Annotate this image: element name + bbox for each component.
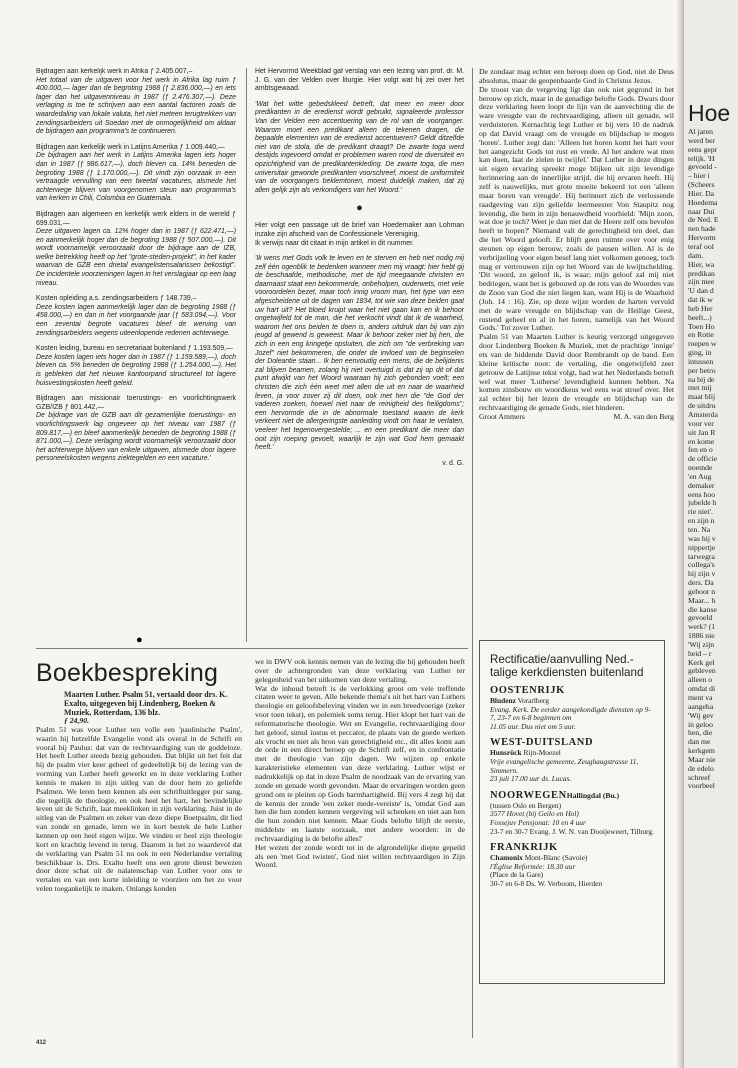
next-page-line: Hoedema <box>688 197 718 207</box>
next-page-line: zijn mee <box>688 277 715 287</box>
next-page-line: per betro <box>688 365 716 375</box>
service-place: Bludenz <box>490 696 516 705</box>
next-page-line: dan me <box>688 737 711 747</box>
next-page-line: werk? (1 <box>688 622 716 632</box>
next-page-text <box>688 128 738 791</box>
rectification-title: Rectificatie/aanvulling Ned.-talige kerkdiensten buitenland <box>490 653 644 679</box>
rectification-box <box>479 640 665 984</box>
next-page-line: aangeha <box>688 701 714 711</box>
next-page-line: tarwegra <box>688 551 715 561</box>
next-page-line: maat blij <box>688 392 716 402</box>
author-signature <box>479 413 674 422</box>
column-divider <box>246 68 247 642</box>
finance-section <box>36 68 236 137</box>
next-page-line: naar Dui <box>688 206 715 216</box>
next-page-line: roepen w <box>688 339 717 349</box>
country-name: OOSTENRIJK <box>490 685 565 696</box>
paragraph: Psalm 51 van Maarten Luther is keurig verzorgd uitgegeven door Lindenberg Boeken & Muziek, met de prachtige 'innige' ets van de biddende David door Rembrandt op de band. Een kleine kritische noot: de vertaling, die ongetwijfeld zeer getrouw de Latijnse tekst volgt, had wat het Nederlands betreft wel wat meer 'Lutherse' levendigheid kunnen hebben. Na komen zinsbouw en woordkeus wel eens wat stroef over. Het zal echter bij het lezen de vreugde en blijdschap van de rechtvaardiging de genade Gods, niet hinderen. <box>479 332 674 413</box>
next-page-line: die kanse <box>688 604 717 614</box>
next-page-line: rie niet'. <box>688 507 713 517</box>
next-page-line: ders. Da <box>688 578 714 588</box>
book-review-continued <box>255 658 465 1048</box>
finance-section <box>36 211 236 288</box>
service-region: Vorarlberg <box>517 696 549 705</box>
next-page-line: Hervorm <box>688 233 716 243</box>
finance-section <box>36 395 236 464</box>
service-entry <box>490 802 656 836</box>
next-page-line: demaker <box>688 480 715 490</box>
next-page-line: en Rotte <box>688 330 714 340</box>
next-page-line: de officie <box>688 454 718 464</box>
book-review <box>36 660 242 1030</box>
next-page-line: de edelo <box>688 763 714 773</box>
next-page-title: Hoe <box>688 100 731 126</box>
service-region: Rijn-Moezel <box>523 748 561 758</box>
country-name: FRANKRIJK <box>490 842 558 854</box>
next-page-line: werd ber <box>688 135 716 145</box>
finance-section-body: De bijdrage van de GZB aan dit gezamenlijke toerustings- en voorlichtingswerk lag ongeveer op het niveau van 1987 (ƒ 809.817,—) en bleef aanmerkelijk beneden de begroting 1988 (ƒ 871.000,—). Deze verlaging wordt voornamelijk veroorzaakt door het achterwege blijven van enkele uitgaven, alsmede door lagere personeelskosten wegens ziektegelden en een vacature.' <box>36 412 236 463</box>
next-page-line: voor ver <box>688 418 714 428</box>
signature: v. d. G. <box>442 459 464 467</box>
intro-text: Het Hervormd Weekblad gaf verslag van een lezing van prof. dr. M. J. G. van der Velden over liturgie. Hier volgt wat hij zei over het ambtsgewaad. <box>255 68 464 93</box>
next-page-line: teraf ool <box>688 241 714 251</box>
service-place: Hunsrück <box>490 748 522 758</box>
next-page-line: 1886 nie <box>688 631 715 641</box>
next-page-line: na bij de <box>688 374 715 384</box>
next-page-line: uit Jan R <box>688 427 716 437</box>
next-page-line: schreef <box>688 772 711 782</box>
book-info: Maarten Luther. Psalm 51, vertaald door drs. K. Exalto, uitgegeven bij Lindenberg, Boeken & Muziek, Rotterdam, 136 blz. <box>64 690 228 717</box>
next-page-line: de Ned. E <box>688 215 719 225</box>
next-page-line: met mij <box>688 383 712 393</box>
next-page-line: eens gepr <box>688 144 718 154</box>
next-page-line: intussen <box>688 356 714 366</box>
next-page-line: gevoeld <box>688 613 713 623</box>
paragraph: De zondaar mag echter een beroep doen op God, niet de Deus absolutus, maar de geopenbaarde God in Christus Jezus. <box>479 68 674 85</box>
next-page-line: gebleven <box>688 666 716 676</box>
finance-section-heading: Bijdragen aan algemeen en kerkelijk werk elders in de wereld ƒ 699.031,— <box>36 210 236 227</box>
next-page-line: was hij v <box>688 533 716 543</box>
country-name: NOORWEGEN <box>490 789 567 801</box>
service-detail: Fossejuv Pensjonat: 10 en 4 uur <box>490 817 586 827</box>
next-page-line: Hier, wa <box>688 259 715 269</box>
next-page-line: gevoeld - <box>688 162 717 172</box>
service-detail: 11.05 uur. Dus niet om 5 uur. <box>490 721 576 731</box>
next-page-line: telijk. 'H <box>688 153 715 163</box>
quote-hoedemaker: 'Ik wens met Gods volk te leven en te sterven en heb niet nodig mij zelf één ogenblik te bedenken wanneer men mij vraagt: hier hebt gij de beschaafde, methodische, met de tijd meegaande christen en daarnaast staat een bekommerde, onbeholpen, ouderwets, met vele vooroordelen bezet, maar toch innig vroom man, het type van een afgescheidene uit de dagen van 1834, tot wie van deze beiden gaat uw hart uit? Het bloed kruipt waar het niet gaan kan en ik behoor ongetwijfeld tot de man, die het verkocht vindt dat ik de waarheid, waarom het ons beiden te doen is, anders uitdruk dan bij van zijn jeugd af gewend is geweest. Maar ik behoor zeker niet bij hen, die zich in een eng kringetje opsluiten, die zich om "de verbreking van Jozef" niet bekommeren, die onder de invloed van de beginselen der Doleantie staan... Ik ben eenvoudig een mens, die de belijdenis zal blijven beamen, zolang hij niet overtuigd is dat zij op dit of dat punt afwijkt van het Woord waaraan hij zich gebonden voelt; een christen die zich één weet met allen die uit en naar de waarheid leven, ja voor zover zij dit doen, ook met hen die "de God der vaderen zoeken, hoewel niet naar de reinigheid des heiligdoms"; een hervormde die in de abnormale toestand waarin de kerk verkeert niet de allergeringste aanleiding vindt om haar te verlaten, veeleer het tegenovergestelde; ... en een predikant die meer dan ooit zijn roeping gevoelt, waarlijk te zijn wat God hem gemaakt heeft.' <box>255 255 464 452</box>
page-number: 412 <box>36 1040 47 1046</box>
finance-section-heading: Bijdragen aan kerkelijk werk in Afrika ƒ 2.405.007,– <box>36 68 193 75</box>
next-page-line: Maar nie <box>688 754 716 764</box>
book-review-body: Psalm 51 was voor Luther ten volle een 'paulinische Psalm', waarin hij hetzelfde Evangelie vond als overal in de Schrift en vooral bij Paulus: dat van de rechtvaardiging van de goddeloze. Het heeft Luther steeds bezig gehouden. Dat blijkt uit het feit dat hij de psalm vier keer geheel of gedeeltelijk bij de lezing van de vorming van Luther heeft gewerkt en in deze verklaring Luther kennis te maken in zijn uitleg van de door hem zo geliefde Psalmen. We leren hem kennen als een schriftuitlegger pur sang, die tegelijk de theologie, en ook heel het hart, het bevindelijke leven uit de Schrift, laat meeklinken in zijn verklaring. Juist in de uitleg van de Psalmen en zeker van deze diepe Boetpsalm, dit lied van zonde en genade, leren we in kort bestek de hele Luther kennen op een heel eigen wijze. We vinden er heel zijn theologie kort en krachtig levend in terug. Daarom is het zo waardevol dat de verklaring van Psalm 51 nu ook in een Nederlandse vertaling beschikbaar is. Drs. Exalto heeft ons een grote dienst bewezen door deze schat uit de nalatenschap van Luther voor ons te vertalen en van een korte inleiding te voorzien om het zo voor velen toegankelijk te maken. Onlangs konden <box>36 724 242 894</box>
next-page-line: jubelde h <box>688 498 717 508</box>
next-page-line: nen hade <box>688 224 716 234</box>
next-page-line: fen en o <box>688 445 713 455</box>
next-page-line: heb Her <box>688 303 713 313</box>
next-page-line: dam. <box>688 250 704 260</box>
paragraph: Het wezen der zonde wordt tot in de afgrondelijke diepte gepeild als een 'met God twisten', God niet willen rechtvaardigen in Zijn Woord. <box>255 842 465 870</box>
bullet-divider: ● <box>356 202 363 215</box>
section-divider <box>36 648 468 649</box>
finance-section-body: Deze uitgaven lagen ca. 12% hoger dan in 1987 (ƒ 622.471,—) en aanmerkelijk hoger dan de begroting 1988 (ƒ 507.000,—). Dit wordt voornamelijk veroorzaakt door de bijdrage aan de IZB, welke betrekking heeft op het "grote-steden-projekt", in het kader waarvan de GZB een drietal evangelistensalarissen bekostigt". De incidentele voorzieningen lagen in het verslagjaar op een laag niveau. <box>36 228 236 287</box>
quotes-column <box>255 68 464 642</box>
next-page-line: in geloo <box>688 719 713 729</box>
finance-section-body: Het totaal van de uitgaven voor het werk in Afrika lag ruim ƒ 400.000,— lager dan de begroting 1988 (ƒ 2.836.000,—) en iets lager dan het uitgavenniveau in 1987 (ƒ 2.476.307,—). Deze verlaging is toe te schrijven aan een aantal factoren zoals de waardedaling van lokale valuta, het niet meteen terugtrekken van zendingsarbeiders uit Soedan met de onmogelijkheid om aldaar de bijdragen aan programma's te continueren. <box>36 76 236 136</box>
country-region: Hallingdal (Bu.) <box>566 790 620 800</box>
next-page-line: ten. Na <box>688 524 711 534</box>
service-entry <box>490 854 656 888</box>
finance-section-body: Deze kosten lagen aanmerkelijk lager dan de begroting 1988 (ƒ 458.000,—) en dan in het voorgaande jaar (ƒ 583.094,—). Voor een zeventai begrote vacatures bleef de werving van zendingsarbeiders wegens uiteenlopende redenen achterwege. <box>36 303 236 337</box>
next-page-edge <box>684 0 738 1068</box>
signature-author: M. A. van den Berg <box>613 411 674 421</box>
luther-article-column <box>479 68 674 634</box>
service-detail: (Place de la Gare) <box>490 870 544 880</box>
next-page-line: collega's <box>688 560 715 570</box>
next-page-line: omdat di <box>688 684 716 694</box>
next-page-line: Toen Ho <box>688 321 715 331</box>
service-entry <box>490 749 656 783</box>
next-page-line: Amsterda <box>688 410 718 419</box>
signature-place: Groot Ammers <box>479 411 525 421</box>
service-detail: 3577 Hovet (bij Geilo en Hol) <box>490 809 579 819</box>
next-page-line: ment va <box>688 693 713 702</box>
service-region: (tussen Oslo en Bergen) <box>490 800 562 810</box>
finance-section-body: De bijdragen aan het werk in Latijns Amerika lagen iets hoger dan in 1987 (ƒ 986.617,—), doch bleven ca. 14% beneden de begroting 1988 (ƒ 1.170.000,—). Dit vindt zijn oorzaak in een vertraagde vervulling van een tweetal vacatures, alsmede het achterwege blijven van voorgenomen steun aan programma's van kerken in Chili, Colombia en Guatemala. <box>36 152 236 203</box>
finance-section-heading: Bijdragen aan missionair toerustings- en voorlichtingswerk GZB/IZB ƒ 801.442,— <box>36 395 236 411</box>
next-page-line: kerkgem <box>688 746 715 756</box>
next-page-line: 'Wij gev <box>688 710 714 720</box>
next-page-line: Kerk gel <box>688 657 715 667</box>
next-page-line: (Scheers <box>688 180 715 190</box>
service-detail: 23-7 en 30-7 Evang. J. W. N. van Dooijeweert, Tilburg. <box>490 826 654 836</box>
intro-text-2: Hier volgt een passage uit de brief van Hoedemaker aan Lohman inzake zijn afscheid van de Confessionele Vereniging. <box>255 222 464 238</box>
next-page-line: heeft...) <box>688 312 712 322</box>
paragraph: we in DWV ook kennis nemen van de lezing die hij gehouden heeft over de achtergronden van deze verklaring van Luther ter gelegenheid van het uitkomen van deze vertaling. <box>255 658 465 684</box>
next-page-line: gehoor n <box>688 586 716 596</box>
next-page-line: – hier i <box>688 171 710 181</box>
quote-gown: 'Wat het witte gebedskleed betreft, dat meer en meer door predikanten in de eredienst wordt gebruikt, signaleerde professor Van der Velden een accentuering van de rol van de voorganger. Waarom moet een predikant alleen de tekenen dragen, die bepaalde elementen van de eredienst accentueren? Geldt ditzelfde niet van de stola, die de predikant draagt? De zwarte toga werd destijds ingevoerd omdat er problemen waren rond de diversiteit en opzichtigheid van de predikantenkleding. De zwarte toga, die men universitair gewonde predikanten voorschreef, moest de uniformiteit van de voorgangers beklemtonen, moest duidelijk maken, dat zij allen gelijk zijn als verkondigers van het Woord.' <box>255 100 464 194</box>
next-page-line: de uitdru <box>688 401 716 411</box>
next-page-line: en kome <box>688 436 715 446</box>
next-page-line: voorbeel <box>688 781 715 791</box>
next-page-line: Hier. Da <box>688 188 715 198</box>
book-review-heading: Boekbespreking <box>36 660 219 687</box>
column-divider <box>472 68 473 1038</box>
service-detail: 23 juli 17.00 uur ds. Lucas. <box>490 774 572 784</box>
finance-section-heading: Bijdragen aan kerkelijk werk in Latijns Amerika ƒ 1.009.440,— <box>36 143 225 151</box>
service-region: Mont-Blanc (Savoie) <box>524 853 588 863</box>
finance-section-heading: Kosten leiding, bureau en secretariaat buitenland ƒ 1.193.509,— <box>36 345 233 353</box>
next-page-line: 'en Aug <box>688 471 712 481</box>
service-place: Chamonix <box>490 853 523 863</box>
bullet-divider: ● <box>136 634 143 646</box>
service-entry <box>490 697 656 731</box>
service-detail: l'Église Reformée: 18.30 uur <box>490 861 576 871</box>
next-page-line: 'U dan d <box>688 286 714 296</box>
next-page-line: alleen o <box>688 675 713 685</box>
next-page-line: nippertje <box>688 542 716 552</box>
next-page-line: Maar... h <box>688 595 716 605</box>
paragraph: De troost van de vergeving ligt dan ook niet gegrond in het berouw op zich, maar in de genadige belofte Gods. Dwars door deze verklaring heen loopt de lijn van de aanvechting die de ware vreugde van de rechtvaardiging, alleen uit genade, wil verduisteren. Kernachtig legt Luther er bij vers 10 de nadruk op dat David vraagt om de vreugde en blijdschap te mogen 'horen'. Luther zegt dan: 'Alleen het horen komt het hart voor het aangezicht Gods tot rust en vrede. Al het andere wat men kan doen, laat de zielen in twijfel.' Dat Luther in deze dingen uit eigen ervaring spreekt moge blijken uit zijn levendige herinnering aan de innerlijke strijd, die hij ervaren heeft. Hij zelf is nauwelijks, met grote moeite bekeerd tot een 'alleen maar horen van vreugde'. Hij herinnert zich de verlossende raadgeving van zijn geliefde leermeester Von Staupitz nog levendig, die hem in zijn benauwdheid voorhield: 'Mijn zoon, wat doe je toch? Weet je dan niet dat de Heere zelf ons bevolen heeft te hopen?' Niemand valt de gerechtigheid ten deel, dan die het Woord gelooft. Er blijft geen ruimte over voor enig steunen op eigen berouw, zoals de pausen willen. Al is de verbrijzeling voor eigen besef lang niet volkomen genoeg, toch mag er vertrouwen zijn op het Woord van de kwijtschelding. 'Dit woord, zo geloof ik, is waar; mijn geloof zal mij niet bedriegen, want het is gebouwd op de rots van de Woorden van de Zoon van God die niet liegen kan, want Hij is de Waarheid (Joh. 14 : 16). Zie, op deze wijze worden de harten vervuld met de ware vreugde en blijdschap van de Heilige Geest, rustend geheel en al in het horen, namelijk van het Woord Gods.' Tot zover Luther. <box>479 84 674 333</box>
service-detail: 30-7 en 6-8 Ds. W. Verboom, Hierden <box>490 878 603 888</box>
next-page-line: 'Wij zijn <box>688 639 715 649</box>
next-page-line: hij zijn v <box>688 569 716 579</box>
next-page-line: dat ik w <box>688 295 713 305</box>
intro-text-3: Ik verwijs naar dit citaat in mijn artikel in dit nummer. <box>255 239 414 247</box>
next-page-line: en zijn n <box>688 516 715 526</box>
next-page-line: eens hoo <box>688 489 716 499</box>
service-detail: Vrije evangelische gemeente, Zeughaugstrasse 11, Simmern. <box>490 756 639 775</box>
next-page-line: ging, in <box>688 348 712 358</box>
finance-report-column <box>36 68 236 642</box>
paragraph: Wat de inhoud betreft is de verlokking groot om vele treffende citaten weer te geven. Alle bekende thema's uit het hart van Luthers theologie en geloofsbeleving vinden we in een breedvoerige (zeker voor toen tekst), en polemiek soms terug. Hier klopt het hart van de reformatorische theologie. Wet en Evangelie, rechtvaardiging door het geloof, simul iustus et peccator, de plaats van de goede werken als vrucht en niet als bron van gerechtigheid etc., dit alles komt aan de orde in een direct beroep op de Schrift zelf, en in confrontatie met de theologie van zijn dagen. We wijzen op enkele karakteristieke elementen van deze verklaring. Luther wijst er nadrukkelijk op dat in deze Psalm de noodzaak van de ervaring van zonde en genade wordt gevonden. Maar de ervaringen worden geen grond om te pleiten op Gods barmhartigheid. Bij vers 4 zegt hij dat de kennis der zonde 'een zeker mede-vereiste' is, 'omdat God aan hen die hun zonden kennen vergeving wil schenken en niet aan hen die hun zonden niet kennen. Maar Gods belofte blijft de eerste, middelste en laatste oorzaak, met andere woorden: in de rechtvaardiging is de belofte alles!' <box>255 683 465 843</box>
finance-section-heading: Kosten opleiding a.s. zendingsarbeiders ƒ 148.739,– <box>36 295 197 303</box>
next-page-line: Al jaren <box>688 128 713 136</box>
next-page-line: hen, die <box>688 728 713 738</box>
book-price: ƒ 24,90. <box>64 716 89 725</box>
finance-section-body: Deze kosten lagen iets hoger dan in 1987 (ƒ 1.159.589,—), doch bleven ca. 5% beneden de begroting 1988 (ƒ 1.254.000,—). Het is gebleken dat het nieuwe kantoorpand structureel tot lagere huisvestingskosten heeft geleid. <box>36 353 236 387</box>
finance-section <box>36 295 236 338</box>
country-name: WEST-DUITSLAND <box>490 737 594 749</box>
next-page-line: noemde <box>688 463 713 473</box>
next-page-line: heid – r <box>688 648 712 658</box>
finance-section <box>36 144 236 204</box>
service-detail: Evang. Kerk. De eerder aangekondigde diensten op 9-7, 23-7 en 6-8 beginnen om <box>490 704 651 723</box>
next-page-line: predikan <box>688 268 715 278</box>
finance-section <box>36 345 236 388</box>
